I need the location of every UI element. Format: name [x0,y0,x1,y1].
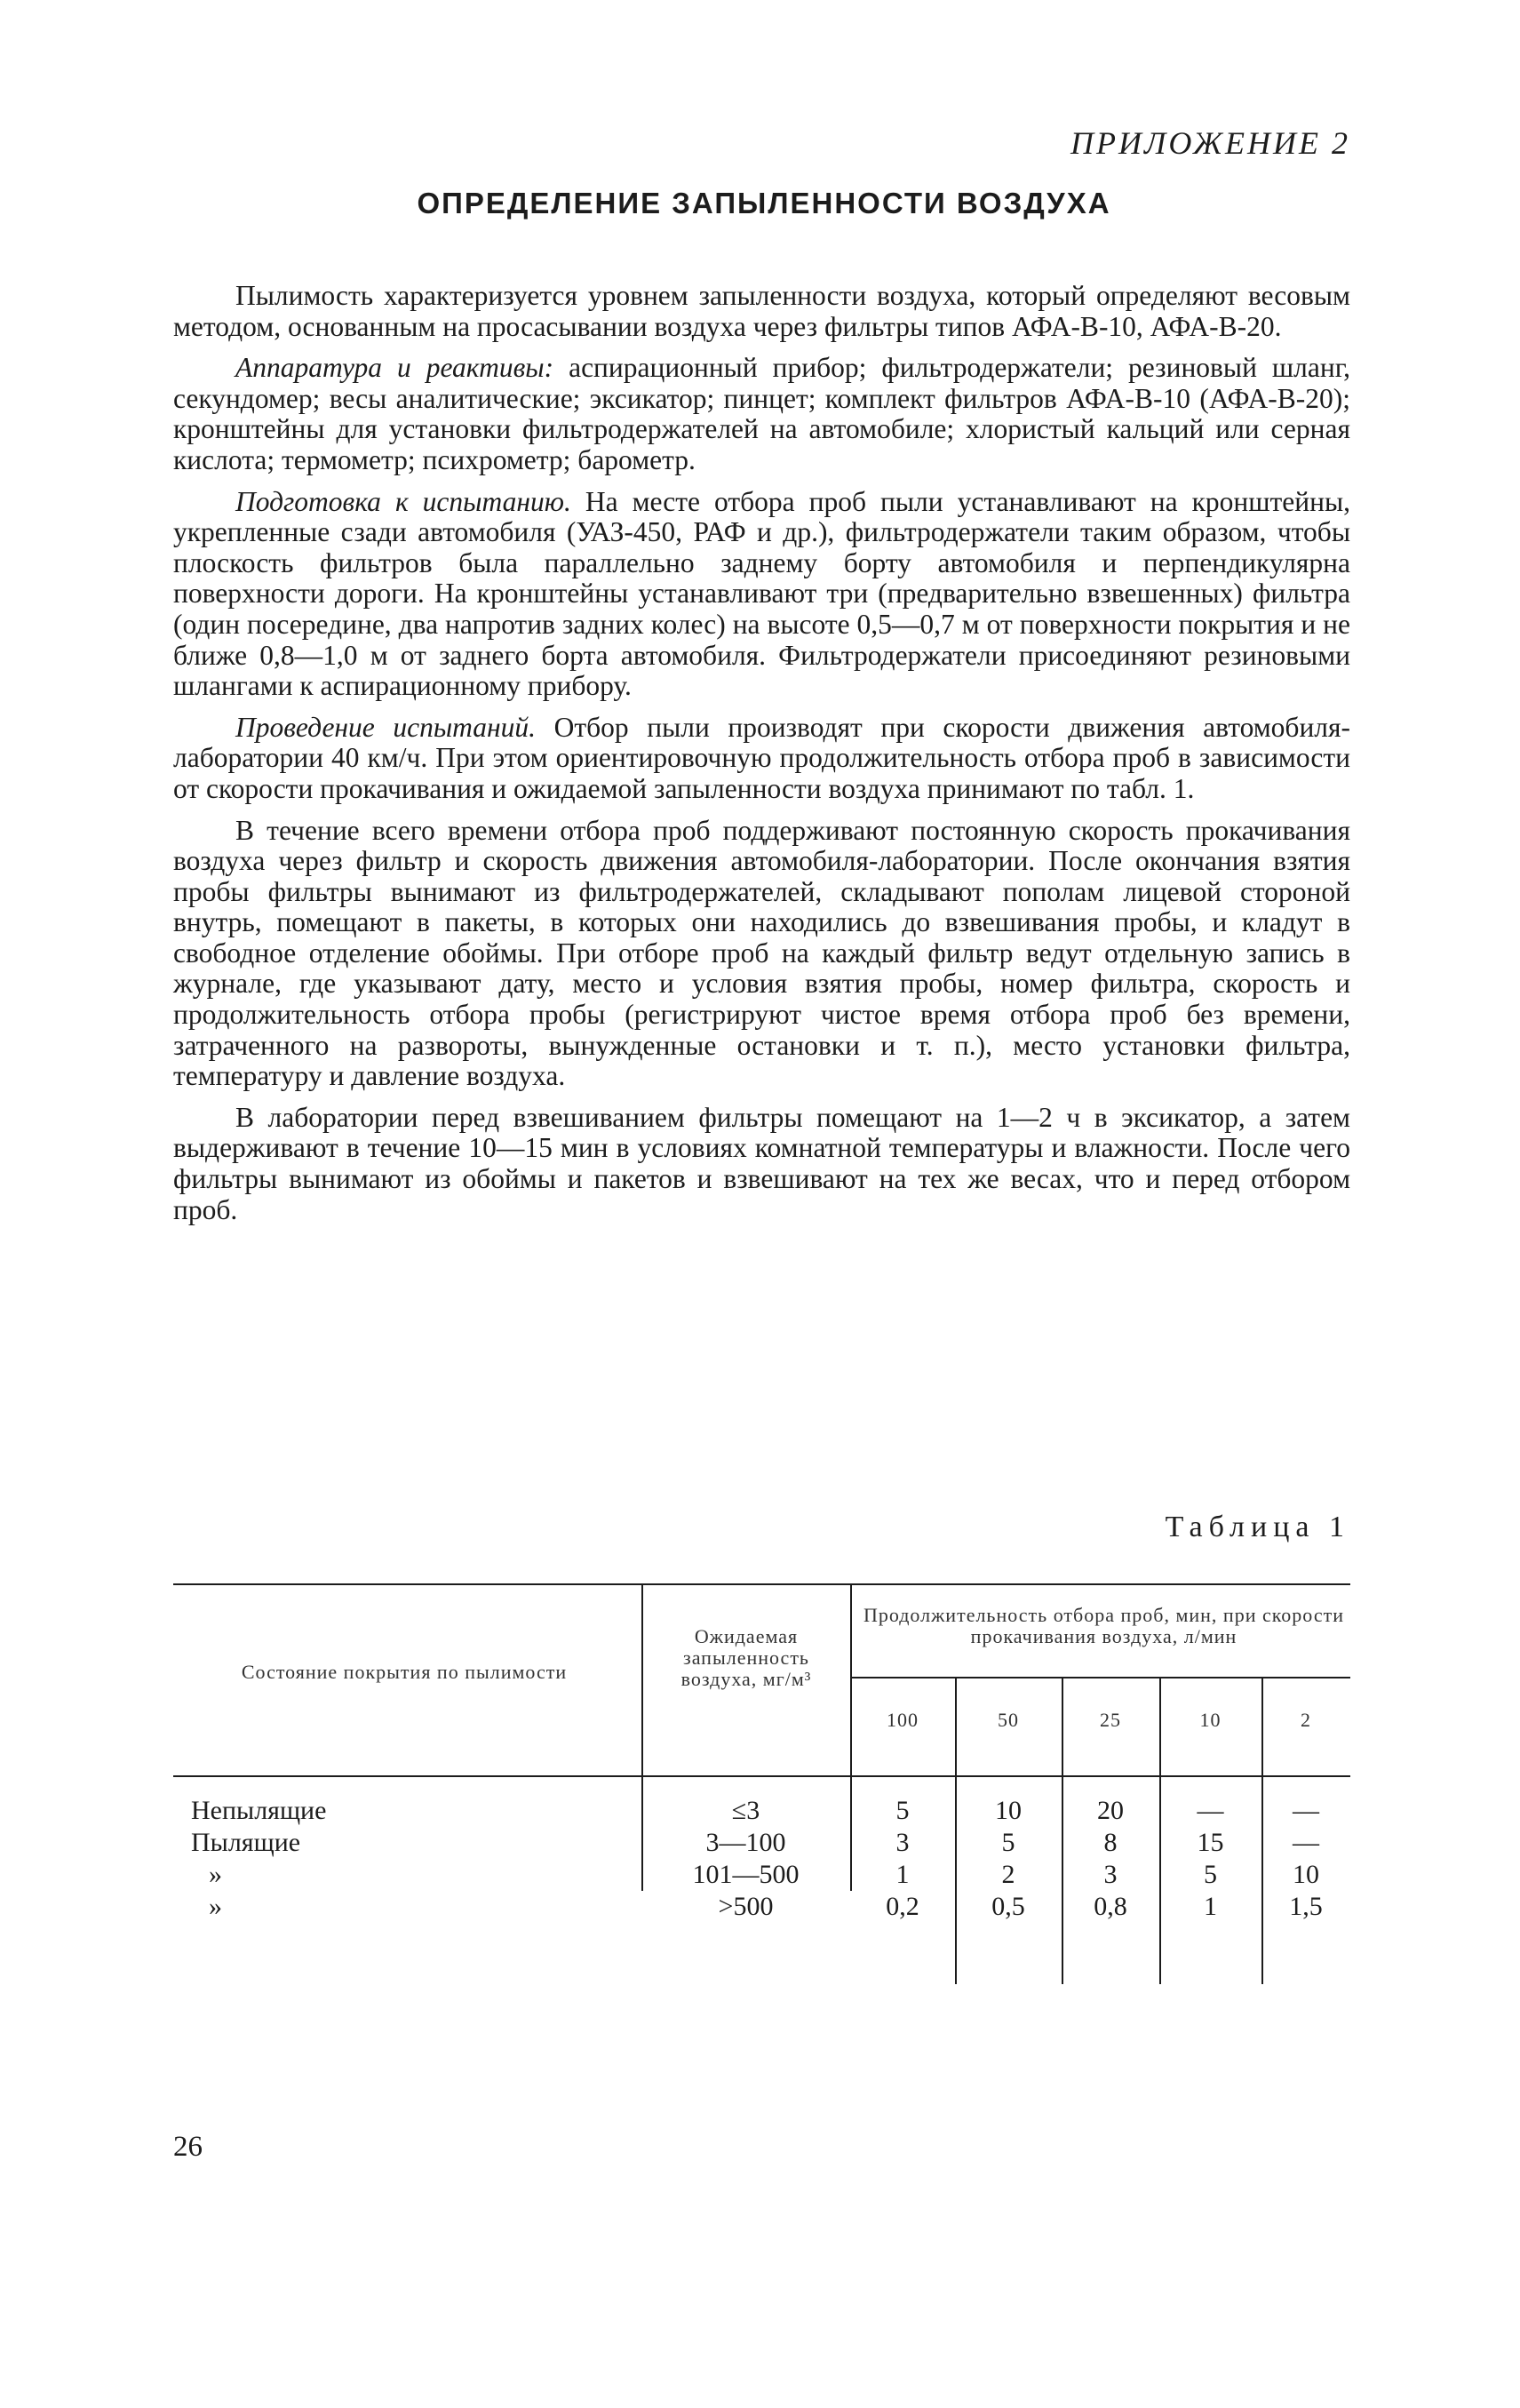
table-cell: 1 [1204,1892,1217,1921]
header-expected-dust: Ожидаемая запыленность воздуха, мг/м³ [680,1625,812,1690]
page-title: ОПРЕДЕЛЕНИЕ ЗАПЫЛЕННОСТИ ВОЗДУХА [417,187,1111,219]
table-cell: 0,8 [1094,1892,1127,1921]
row-label: » [209,1892,222,1921]
paragraph-sampling: В течение всего времени отбора проб поддерживают постоянную скорость прокачивания воздуха через фильтр и скорость движения автомобиля-лаборатории. После окончания взятия пробы фильтры вынимают из фильтродержателей, складывают пополам лицевой стороной внутрь, помещают в пакеты, в которых они находились до взвешивания пробы, и кладут в свободное отделение обоймы. При отборе проб на каждый фильтр ведут отдельную запись в журнале, где указывают дату, место и условия взятия пробы, номер фильтра, скорость и продолжительность отбора пробы (регистрируют чистое время отбора проб без времени, затраченного на развороты, вынужденные остановки и т. п.), место установки фильтра, температуру и давление воздуха. [173,814,1350,1092]
equipment-text: аспирационный прибор; фильтродержатели; резиновый шланг, секундомер; весы аналитические; эксикатор; пинцет; комплект фильтров АФА-В-10 (АФА-В-20); кронштейны для установки фильтродержателей на автомобиле; хлористый кальций или серная кислота; термометр; психрометр; барометр. [173,352,1350,475]
speed-header: 2 [1301,1709,1311,1731]
table-caption: Таблица 1 [1165,1511,1350,1543]
table-cell: 3 [895,1828,910,1857]
speed-header: 100 [887,1709,919,1731]
paragraph-testing [173,713,1350,805]
table-cell: 8 [1103,1828,1118,1857]
header-sampling-duration: Продолжительность отбора проб, мин, при скорости прокачивания воздуха, л/мин [863,1604,1345,1647]
table-cell: 10 [995,1796,1022,1825]
body-text [173,281,1350,1236]
page-number: 26 [173,2131,203,2163]
header-surface-state: Состояние покрытия по пылимости [241,1661,568,1683]
table-cell: — [1197,1796,1224,1825]
table-cell: 1 [895,1860,910,1889]
sampling-table [173,1583,1350,2408]
paragraph-preparation [173,487,1350,702]
paragraph-equipment [173,353,1350,475]
table-cell: 2 [1001,1860,1015,1889]
table-cell: 0,5 [991,1892,1025,1921]
group-header-rule [850,1677,1350,1678]
preparation-text: На месте отбора проб пыли устанавливают на кронштейны, укрепленные сзади автомобиля (УАЗ-450, РАФ и др.), фильтродержатели таким образом, чтобы плоскость фильтров была параллельно заднему борту автомобиля и перпендикулярна поверхности дороги. На кронштейны устанавливают три (предварительно взвешенных) фильтра (один посередине, два напротив задних колес) на высоте 0,5—0,7 м от поверхности покрытия и не ближе 0,8—1,0 м от заднего борта автомобиля. Фильтродержатели присоединяют резиновыми шлангами к аспирационному прибору. [173,485,1350,702]
table-top-rule [173,1583,1350,1585]
table-cell: 3 [1103,1860,1118,1889]
table-cell: 0,2 [886,1892,919,1921]
table-cell: 5 [1204,1860,1217,1889]
table-cell: 10 [1293,1860,1319,1889]
appendix-label: ПРИЛОЖЕНИЕ 2 [1070,125,1350,161]
equipment-heading: Аппаратура и реактивы: [235,352,554,384]
preparation-heading: Подготовка к испытанию. [235,485,571,517]
table-cell: ≤3 [731,1796,760,1825]
paragraph-weighing: В лаборатории перед взвешиванием фильтры помещают на 1—2 ч в эксикатор, а затем выдерживают в течение 10—15 мин в условиях комнатной температуры и влажности. После чего фильтры вынимают из обоймы и пакетов и взвешивают на тех же весах, что и перед отбором проб. [173,1101,1350,1225]
header-bottom-rule [173,1775,1350,1777]
paragraph-intro: Пылимость характеризуется уровнем запыленности воздуха, который определяют весовым методом, основанным на просасывании воздуха через фильтры типов АФА-В-10, АФА-В-20. [173,280,1350,342]
row-label: » [209,1860,222,1889]
table-cell: 3—100 [705,1828,786,1857]
table-cell: 5 [895,1796,910,1825]
testing-text: Отбор пыли производят при скорости движения автомобиля-лаборатории 40 км/ч. При этом ориентировочную продолжительность отбора проб в зависимости от скорости прокачивания и ожидаемой запыленности воздуха принимают по табл. 1. [173,711,1350,804]
table-cell: 1,5 [1289,1892,1323,1921]
speed-header: 10 [1199,1709,1222,1731]
speed-header: 50 [998,1709,1019,1731]
table-cell: — [1293,1828,1319,1857]
row-label: Непылящие [191,1796,327,1825]
speed-header: 25 [1100,1709,1121,1731]
table-cell: >500 [718,1892,774,1921]
table-cell: 20 [1097,1796,1124,1825]
table-cell: 15 [1197,1828,1224,1857]
table-cell: 101—500 [692,1860,800,1889]
testing-heading: Проведение испытаний. [235,711,537,743]
table-cell: 5 [1001,1828,1015,1857]
row-label: Пылящие [191,1828,301,1857]
table-cell: — [1293,1796,1319,1825]
